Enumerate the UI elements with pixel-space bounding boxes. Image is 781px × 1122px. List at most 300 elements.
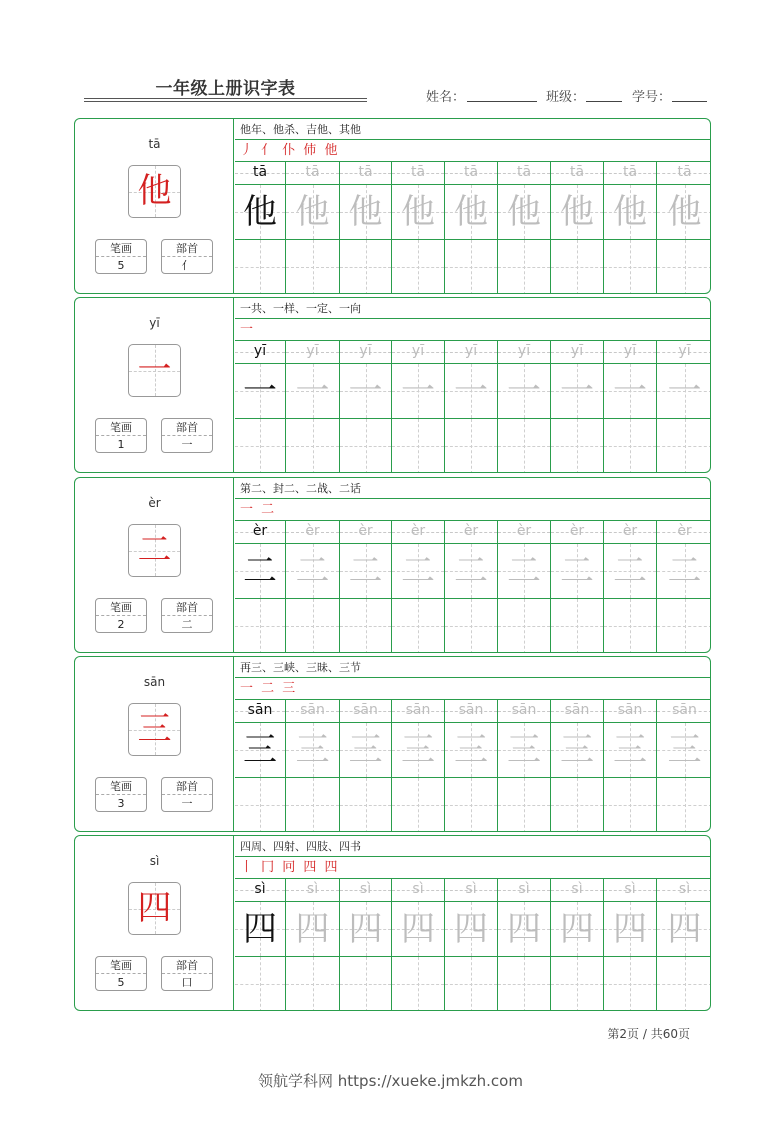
blank-writing-cell[interactable]: [286, 240, 339, 294]
practice-column: [604, 521, 657, 653]
pinyin-trace: tā: [463, 164, 479, 180]
blank-writing-cell[interactable]: [392, 778, 444, 832]
pinyin-trace-cell[interactable]: [286, 341, 339, 364]
character-large: 三: [137, 709, 172, 749]
blank-writing-cell[interactable]: [498, 599, 550, 653]
blank-writing-cell[interactable]: [551, 778, 603, 832]
character-trace-cell[interactable]: [498, 544, 550, 599]
blank-writing-cell[interactable]: [392, 240, 444, 294]
character-trace-cell[interactable]: [551, 544, 603, 599]
practice-column: [340, 700, 392, 832]
pinyin-trace-cell[interactable]: [286, 700, 339, 723]
name-blank[interactable]: [467, 101, 537, 102]
character-display-box: [128, 524, 181, 577]
pinyin-trace-cell[interactable]: [551, 521, 603, 544]
character-trace: 二: [454, 551, 488, 591]
blank-writing-cell[interactable]: [657, 240, 711, 294]
character-trace-cell[interactable]: [445, 544, 497, 599]
blank-writing-cell[interactable]: [551, 240, 603, 294]
pinyin-trace: yī: [623, 343, 637, 359]
pinyin-trace-cell[interactable]: [604, 341, 656, 364]
pinyin-trace-cell[interactable]: [498, 879, 550, 902]
pinyin-trace: yī: [306, 343, 319, 359]
character-trace-cell[interactable]: [604, 902, 656, 957]
character-trace: 一: [613, 371, 647, 411]
practice-column: [445, 879, 498, 1011]
character-display-box: [128, 882, 181, 935]
footer-watermark: 领航学科网 https://xueke.jmkzh.com: [258, 1072, 523, 1090]
practice-column: [392, 162, 445, 294]
class-blank[interactable]: [586, 101, 622, 102]
pinyin-trace: yī: [517, 343, 531, 359]
character-pinyin: sān: [143, 675, 166, 689]
page-number: 第2页 / 共60页: [607, 1027, 690, 1041]
stroke-count-value: 5: [117, 976, 125, 989]
page-title: 一年级上册识字表: [155, 79, 296, 99]
practice-grid: [235, 162, 711, 294]
character-trace-cell[interactable]: [445, 185, 497, 240]
practice-column: [604, 879, 657, 1011]
blank-writing-cell[interactable]: [551, 599, 603, 653]
pinyin-trace-cell[interactable]: [498, 521, 550, 544]
pinyin-trace: yī: [570, 343, 584, 359]
blank-writing-cell[interactable]: [498, 419, 550, 473]
pinyin-trace-cell[interactable]: [551, 879, 603, 902]
character-trace: 三: [243, 730, 277, 770]
character-card: [74, 656, 711, 832]
character-trace: 二: [348, 551, 383, 591]
blank-writing-cell[interactable]: [551, 419, 603, 473]
practice-column: [392, 341, 445, 473]
practice-column: [235, 341, 286, 473]
practice-column: [340, 879, 392, 1011]
pinyin-trace: èr: [252, 523, 268, 539]
pinyin-trace-cell[interactable]: [235, 341, 285, 364]
character-card: [74, 835, 711, 1011]
character-card: [74, 118, 711, 294]
blank-writing-cell[interactable]: [235, 240, 285, 294]
number-label: 学号：: [632, 90, 672, 105]
character-trace-cell[interactable]: [392, 723, 444, 778]
character-card: [74, 297, 711, 473]
character-trace-cell[interactable]: [392, 902, 444, 957]
character-trace-cell[interactable]: [340, 902, 391, 957]
number-blank[interactable]: [672, 101, 707, 102]
stroke-order: 一: [235, 319, 711, 341]
blank-writing-cell[interactable]: [235, 957, 285, 1011]
character-trace-cell[interactable]: [604, 544, 656, 599]
practice-column: [551, 341, 604, 473]
character-trace-cell[interactable]: [392, 185, 444, 240]
pinyin-trace-cell[interactable]: [445, 341, 497, 364]
character-trace-cell[interactable]: [498, 364, 550, 419]
practice-column: [235, 162, 286, 294]
character-trace-cell[interactable]: [235, 544, 285, 599]
character-trace: 四: [667, 909, 702, 949]
character-trace-cell[interactable]: [286, 544, 339, 599]
radical-box: [161, 239, 213, 274]
stroke-count-box: [95, 956, 147, 991]
radical-value: 二: [181, 618, 193, 631]
pinyin-trace: èr: [622, 523, 638, 539]
pinyin-trace: sān: [405, 702, 431, 718]
radical-label: 部首: [162, 599, 212, 616]
practice-column: [498, 879, 551, 1011]
pinyin-trace: èr: [677, 523, 692, 539]
pinyin-trace: sān: [511, 702, 537, 718]
blank-writing-cell[interactable]: [445, 599, 497, 653]
pinyin-trace-cell[interactable]: [392, 162, 444, 185]
pinyin-trace-cell[interactable]: [392, 521, 444, 544]
pinyin-trace: sì: [254, 881, 266, 897]
character-trace: 四: [454, 909, 488, 949]
character-large: 四: [137, 888, 172, 928]
practice-column: [657, 341, 711, 473]
practice-column: [498, 700, 551, 832]
pinyin-trace-cell[interactable]: [604, 700, 656, 723]
practice-column: [392, 700, 445, 832]
character-trace-cell[interactable]: [657, 364, 711, 419]
blank-writing-cell[interactable]: [445, 419, 497, 473]
pinyin-trace-cell[interactable]: [392, 879, 444, 902]
character-trace-cell[interactable]: [340, 723, 391, 778]
pinyin-trace-cell[interactable]: [286, 521, 339, 544]
pinyin-trace-cell[interactable]: [498, 162, 550, 185]
character-trace-cell[interactable]: [235, 185, 285, 240]
practice-grid: [235, 341, 711, 473]
pinyin-trace-cell[interactable]: [235, 162, 285, 185]
pinyin-trace: sān: [353, 702, 378, 718]
title-underline-double: [84, 101, 367, 102]
stroke-count-value: 1: [117, 438, 125, 451]
blank-writing-cell[interactable]: [551, 957, 603, 1011]
character-trace: 四: [295, 909, 330, 949]
practice-column: [445, 162, 498, 294]
character-trace: 四: [243, 909, 277, 949]
character-trace: 二: [613, 551, 647, 591]
practice-column: [604, 700, 657, 832]
character-display-box: [128, 703, 181, 756]
pinyin-trace: sān: [300, 702, 325, 718]
character-info-panel: [75, 119, 234, 293]
radical-value: 口: [181, 976, 193, 989]
pinyin-trace-cell[interactable]: [235, 700, 285, 723]
practice-column: [392, 521, 445, 653]
character-trace-cell[interactable]: [235, 902, 285, 957]
pinyin-trace-cell[interactable]: [286, 162, 339, 185]
character-trace-cell[interactable]: [604, 364, 656, 419]
practice-column: [235, 700, 286, 832]
pinyin-trace-cell[interactable]: [340, 700, 391, 723]
stroke-count-box: [95, 777, 147, 812]
pinyin-trace-cell[interactable]: [657, 162, 711, 185]
blank-writing-cell[interactable]: [286, 778, 339, 832]
character-trace-cell[interactable]: [286, 902, 339, 957]
character-trace: 三: [507, 730, 541, 770]
character-trace: 二: [401, 551, 435, 591]
practice-column: [551, 521, 604, 653]
class-label: 班级：: [546, 90, 586, 105]
pinyin-trace-cell[interactable]: [445, 162, 497, 185]
character-pinyin: èr: [148, 496, 161, 510]
character-trace: 四: [613, 909, 647, 949]
practice-column: [340, 162, 392, 294]
pinyin-trace: tā: [410, 164, 426, 180]
character-trace-cell[interactable]: [235, 364, 285, 419]
character-trace: 他: [667, 192, 702, 232]
practice-column: [445, 700, 498, 832]
pinyin-trace: tā: [252, 164, 268, 180]
blank-writing-cell[interactable]: [657, 419, 711, 473]
pinyin-trace: yī: [253, 343, 267, 359]
character-card: [74, 477, 711, 653]
blank-writing-cell[interactable]: [445, 240, 497, 294]
character-info-panel: [75, 836, 234, 1010]
blank-writing-cell[interactable]: [340, 778, 391, 832]
character-trace-cell[interactable]: [445, 902, 497, 957]
blank-writing-cell[interactable]: [604, 957, 656, 1011]
pinyin-trace-cell[interactable]: [340, 521, 391, 544]
pinyin-trace-cell[interactable]: [551, 162, 603, 185]
word-examples: 再三、三峡、三昧、三节: [235, 657, 711, 678]
blank-writing-cell[interactable]: [657, 599, 711, 653]
stroke-order: 丿 亻 仆 伂 他: [235, 140, 711, 162]
character-trace: 他: [295, 192, 330, 232]
pinyin-trace-cell[interactable]: [604, 162, 656, 185]
character-trace: 二: [560, 551, 594, 591]
character-trace-cell[interactable]: [657, 185, 711, 240]
blank-writing-cell[interactable]: [286, 957, 339, 1011]
radical-box: [161, 598, 213, 633]
radical-label: 部首: [162, 419, 212, 436]
blank-writing-cell[interactable]: [392, 957, 444, 1011]
blank-writing-cell[interactable]: [235, 778, 285, 832]
character-trace-cell[interactable]: [551, 902, 603, 957]
practice-grid: [235, 700, 711, 832]
character-trace: 一: [667, 371, 702, 411]
practice-panel: [235, 657, 711, 831]
pinyin-trace: sì: [306, 881, 319, 897]
pinyin-trace: èr: [305, 523, 320, 539]
pinyin-trace-cell[interactable]: [340, 162, 391, 185]
blank-writing-cell[interactable]: [445, 957, 497, 1011]
pinyin-trace-cell[interactable]: [657, 521, 711, 544]
character-trace-cell[interactable]: [340, 364, 391, 419]
pinyin-trace: yī: [411, 343, 425, 359]
pinyin-trace-cell[interactable]: [551, 341, 603, 364]
practice-column: [551, 700, 604, 832]
practice-column: [657, 700, 711, 832]
character-trace-cell[interactable]: [392, 544, 444, 599]
character-trace: 二: [243, 551, 277, 591]
pinyin-trace: sān: [564, 702, 590, 718]
character-trace: 一: [295, 371, 330, 411]
stroke-order: 一 二: [235, 499, 711, 521]
blank-writing-cell[interactable]: [498, 240, 550, 294]
character-trace: 三: [560, 730, 594, 770]
blank-writing-cell[interactable]: [604, 240, 656, 294]
pinyin-trace-cell[interactable]: [286, 879, 339, 902]
pinyin-trace-cell[interactable]: [340, 341, 391, 364]
pinyin-trace: sì: [518, 881, 530, 897]
character-trace-cell[interactable]: [286, 185, 339, 240]
character-trace-cell[interactable]: [235, 723, 285, 778]
character-trace-cell[interactable]: [551, 185, 603, 240]
name-label: 姓名：: [426, 90, 466, 105]
stroke-count-box: [95, 418, 147, 453]
pinyin-trace-cell[interactable]: [340, 879, 391, 902]
blank-writing-cell[interactable]: [340, 419, 391, 473]
blank-writing-cell[interactable]: [235, 599, 285, 653]
practice-column: [286, 700, 340, 832]
character-large: 他: [137, 171, 172, 211]
blank-writing-cell[interactable]: [286, 599, 339, 653]
blank-writing-cell[interactable]: [340, 240, 391, 294]
pinyin-trace-cell[interactable]: [657, 341, 711, 364]
pinyin-trace: èr: [516, 523, 532, 539]
character-info-panel: [75, 478, 234, 652]
practice-column: [340, 341, 392, 473]
practice-column: [286, 341, 340, 473]
character-trace-cell[interactable]: [604, 723, 656, 778]
pinyin-trace-cell[interactable]: [392, 341, 444, 364]
blank-writing-cell[interactable]: [445, 778, 497, 832]
character-trace: 一: [401, 371, 435, 411]
character-display-box: [128, 165, 181, 218]
practice-panel: [235, 836, 711, 1010]
stroke-order: 一 二 三: [235, 678, 711, 700]
character-trace-cell[interactable]: [498, 902, 550, 957]
character-trace-cell[interactable]: [340, 544, 391, 599]
blank-writing-cell[interactable]: [392, 599, 444, 653]
pinyin-trace: tā: [569, 164, 585, 180]
character-trace-cell[interactable]: [551, 723, 603, 778]
character-trace: 四: [560, 909, 594, 949]
pinyin-trace-cell[interactable]: [392, 700, 444, 723]
character-trace: 他: [348, 192, 383, 232]
character-trace-cell[interactable]: [445, 364, 497, 419]
pinyin-trace-cell[interactable]: [551, 700, 603, 723]
stroke-count-label: 笔画: [96, 957, 146, 974]
word-examples: 四周、四射、四肢、四书: [235, 836, 711, 857]
character-pinyin: yī: [149, 316, 160, 330]
pinyin-trace-cell[interactable]: [498, 700, 550, 723]
blank-writing-cell[interactable]: [604, 778, 656, 832]
blank-writing-cell[interactable]: [340, 957, 391, 1011]
character-trace: 三: [348, 730, 383, 770]
pinyin-trace-cell[interactable]: [445, 521, 497, 544]
character-trace-cell[interactable]: [286, 364, 339, 419]
pinyin-trace: yī: [359, 343, 372, 359]
character-trace-cell[interactable]: [445, 723, 497, 778]
character-trace-cell[interactable]: [286, 723, 339, 778]
radical-box: [161, 777, 213, 812]
blank-writing-cell[interactable]: [604, 419, 656, 473]
character-trace-cell[interactable]: [392, 364, 444, 419]
stroke-count-value: 3: [117, 797, 125, 810]
character-trace-cell[interactable]: [498, 723, 550, 778]
pinyin-trace: sān: [247, 702, 273, 718]
practice-panel: [235, 119, 711, 293]
stroke-count-box: [95, 598, 147, 633]
pinyin-trace-cell[interactable]: [657, 879, 711, 902]
character-trace-cell[interactable]: [657, 723, 711, 778]
practice-column: [657, 879, 711, 1011]
pinyin-trace: sān: [672, 702, 697, 718]
pinyin-trace-cell[interactable]: [498, 341, 550, 364]
stroke-count-label: 笔画: [96, 419, 146, 436]
character-trace: 他: [613, 192, 647, 232]
blank-writing-cell[interactable]: [235, 419, 285, 473]
character-trace-cell[interactable]: [340, 185, 391, 240]
practice-column: [604, 341, 657, 473]
blank-writing-cell[interactable]: [392, 419, 444, 473]
pinyin-trace: yī: [464, 343, 478, 359]
pinyin-trace-cell[interactable]: [604, 521, 656, 544]
pinyin-trace: sān: [458, 702, 484, 718]
character-trace-cell[interactable]: [498, 185, 550, 240]
pinyin-trace: sān: [617, 702, 643, 718]
blank-writing-cell[interactable]: [657, 957, 711, 1011]
practice-column: [340, 521, 392, 653]
pinyin-trace-cell[interactable]: [604, 879, 656, 902]
character-trace: 一: [454, 371, 488, 411]
blank-writing-cell[interactable]: [498, 957, 550, 1011]
pinyin-trace-cell[interactable]: [235, 879, 285, 902]
radical-value: 一: [181, 797, 193, 810]
pinyin-trace: sì: [465, 881, 477, 897]
stroke-count-label: 笔画: [96, 778, 146, 795]
practice-column: [498, 341, 551, 473]
pinyin-trace: sì: [624, 881, 636, 897]
practice-column: [445, 341, 498, 473]
pinyin-trace-cell[interactable]: [445, 700, 497, 723]
pinyin-trace: èr: [463, 523, 479, 539]
radical-label: 部首: [162, 778, 212, 795]
word-examples: 他年、他杀、吉他、其他: [235, 119, 711, 140]
stroke-count-box: [95, 239, 147, 274]
character-trace-cell[interactable]: [604, 185, 656, 240]
character-trace: 二: [667, 551, 702, 591]
blank-writing-cell[interactable]: [498, 778, 550, 832]
blank-writing-cell[interactable]: [657, 778, 711, 832]
pinyin-trace-cell[interactable]: [445, 879, 497, 902]
pinyin-trace-cell[interactable]: [235, 521, 285, 544]
practice-column: [286, 521, 340, 653]
pinyin-trace: tā: [305, 164, 320, 180]
practice-panel: [235, 478, 711, 652]
radical-value: 亻: [181, 259, 193, 272]
practice-panel: [235, 298, 711, 472]
blank-writing-cell[interactable]: [604, 599, 656, 653]
character-trace: 三: [667, 730, 702, 770]
pinyin-trace: èr: [410, 523, 426, 539]
blank-writing-cell[interactable]: [340, 599, 391, 653]
radical-label: 部首: [162, 240, 212, 257]
practice-column: [498, 521, 551, 653]
character-trace: 二: [507, 551, 541, 591]
character-trace-cell[interactable]: [657, 902, 711, 957]
character-trace-cell[interactable]: [551, 364, 603, 419]
pinyin-trace-cell[interactable]: [657, 700, 711, 723]
blank-writing-cell[interactable]: [286, 419, 339, 473]
title-underline: [84, 98, 367, 99]
character-trace: 四: [348, 909, 383, 949]
character-trace: 一: [243, 371, 277, 411]
practice-column: [286, 879, 340, 1011]
character-trace-cell[interactable]: [657, 544, 711, 599]
practice-column: [445, 521, 498, 653]
